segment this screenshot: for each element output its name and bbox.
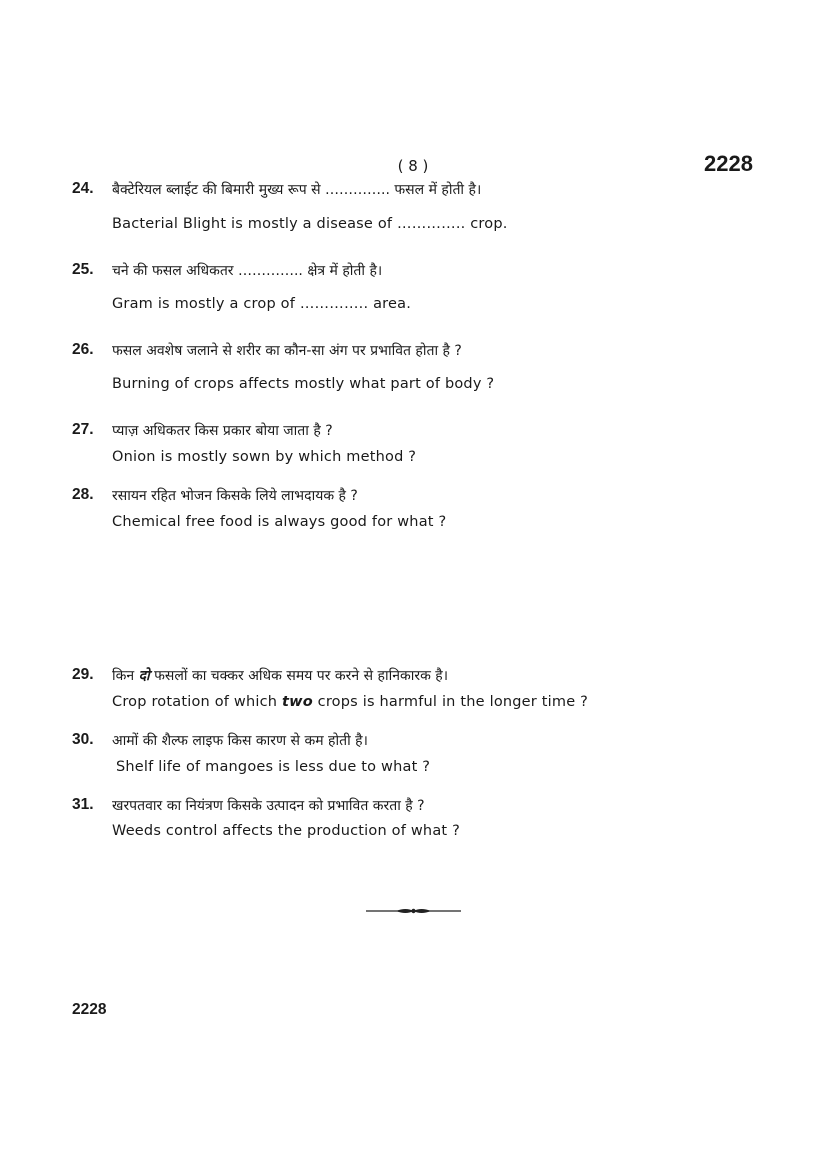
question-number: 31. — [72, 796, 94, 813]
question-number: 26. — [72, 341, 94, 358]
paper-code-header: 2228 — [704, 151, 753, 176]
question-english: Onion is mostly sown by which method ? — [112, 449, 417, 465]
question-hindi: बैक्टेरियल ब्लाईट की बिमारी मुख्य रूप से ………….. फसल में होती है। — [112, 182, 482, 198]
question-number: 25. — [72, 261, 94, 278]
english-emphasis: two — [281, 694, 313, 710]
question-english: Bacterial Blight is mostly a disease of ………….. crop. — [112, 216, 508, 232]
question-english: Burning of crops affects mostly what part of body ? — [112, 376, 495, 392]
question-english: Chemical free food is always good for what ? — [112, 514, 447, 530]
question-hindi: चने की फसल अधिकतर ………….. क्षेत्र में होती है। — [112, 263, 383, 279]
english-text-before: Crop rotation of which — [112, 694, 278, 710]
question-english: Gram is mostly a crop of ………….. area. — [112, 296, 412, 312]
question-number: 24. — [72, 180, 94, 197]
question-number: 27. — [72, 421, 94, 438]
question-hindi: फसल अवशेष जलाने से शरीर का कौन-सा अंग पर प्रभावित होता है ? — [112, 343, 462, 359]
question-number: 30. — [72, 731, 94, 748]
question-english: Weeds control affects the production of what ? — [112, 823, 460, 839]
question-number: 29. — [72, 666, 94, 683]
hindi-emphasis: दो — [138, 668, 150, 684]
page-number: ( 8 ) — [397, 157, 429, 175]
paper-code-footer: 2228 — [72, 1001, 107, 1018]
end-ornament-icon — [366, 905, 461, 917]
question-hindi: खरपतवार का नियंत्रण किसके उत्पादन को प्रभावित करता है ? — [112, 798, 425, 814]
question-hindi: आमों की शैल्फ लाइफ किस कारण से कम होती है। — [112, 733, 368, 749]
question-hindi: रसायन रहित भोजन किसके लिये लाभदायक है ? — [112, 488, 358, 504]
question-number: 28. — [72, 486, 94, 503]
question-english — [112, 694, 588, 710]
hindi-text-after: फसलों का चक्कर अधिक समय पर करने से हानिकारक है। — [154, 668, 449, 684]
question-english: Shelf life of mangoes is less due to what ? — [116, 759, 431, 775]
question-hindi: प्याज़ अधिकतर किस प्रकार बोया जाता है ? — [112, 423, 333, 439]
english-text-after: crops is harmful in the longer time ? — [317, 694, 589, 710]
question-hindi — [112, 666, 448, 685]
hindi-text-before: किन — [112, 668, 135, 684]
